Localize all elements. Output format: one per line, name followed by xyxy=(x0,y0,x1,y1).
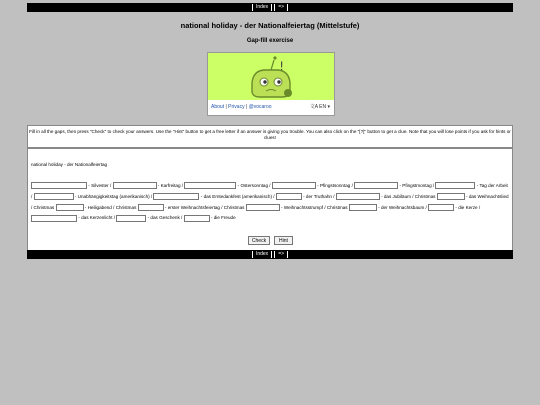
nav-index-link[interactable]: Index xyxy=(252,4,272,11)
gap-input-8[interactable] xyxy=(153,193,199,200)
gap-input-12[interactable] xyxy=(56,204,84,211)
page-title: national holiday - der Nationalfeiertag (Mittelstufe) xyxy=(180,21,360,30)
nav-index-link[interactable]: Index xyxy=(252,251,272,258)
language-label: EN xyxy=(319,104,327,110)
gap-input-7[interactable] xyxy=(34,193,74,200)
link-separator: | xyxy=(245,104,248,110)
gap-text: - Unabhängigkeitstag (amerikanisch) / xyxy=(73,193,154,199)
gap-text: - das Weihnachtslied / Christmas xyxy=(31,193,509,210)
svg-text:!: ! xyxy=(280,59,284,73)
gap-text: - das Kerzenlicht / xyxy=(77,215,117,221)
vocaroo-widget xyxy=(207,52,335,116)
gap-text: - das Jubiläum / Christmas xyxy=(379,193,437,199)
nav-next-link[interactable]: => xyxy=(274,4,288,11)
about-link[interactable]: About xyxy=(211,104,225,110)
vocaroo-link[interactable]: @vocaroo xyxy=(248,104,272,110)
gap-input-19[interactable] xyxy=(184,215,210,222)
exercise-title: national holiday - der Nationalfeiertag xyxy=(31,162,108,167)
robot-mascot-icon xyxy=(208,53,334,100)
gap-text: - Pfingstsonntag / xyxy=(315,183,355,188)
gap-input-3[interactable] xyxy=(184,182,236,189)
gap-text: - Karfreitag / xyxy=(156,183,185,188)
page-subtitle: Gap-fill exercise xyxy=(246,38,294,44)
gap-input-13[interactable] xyxy=(138,204,164,211)
privacy-link[interactable]: Privacy xyxy=(228,104,245,110)
bottom-navbar xyxy=(27,250,513,259)
chevron-down-icon: ▾ xyxy=(327,104,330,110)
gap-input-16[interactable] xyxy=(428,204,454,211)
gap-input-1[interactable] xyxy=(31,182,87,189)
gap-input-10[interactable] xyxy=(336,193,380,200)
hint-button[interactable]: Hint xyxy=(274,236,293,245)
gap-text: - der Weihnachtsbaum / xyxy=(376,204,429,210)
gap-text: - Weihnachtsstrumpf / Christmas xyxy=(279,204,349,210)
gap-input-11[interactable] xyxy=(437,193,465,200)
widget-footer xyxy=(208,100,334,115)
check-button[interactable]: Check xyxy=(248,236,270,245)
top-navbar xyxy=(27,3,513,12)
exercise-text xyxy=(31,181,510,224)
gap-input-18[interactable] xyxy=(116,215,146,222)
gap-text: - die Freude xyxy=(209,215,236,221)
gap-text: - Tag der Arbeit / xyxy=(31,183,508,199)
gap-input-14[interactable] xyxy=(246,204,280,211)
gap-input-17[interactable] xyxy=(31,215,77,222)
gap-text: - Silvester / xyxy=(87,183,113,188)
gap-input-9[interactable] xyxy=(276,193,302,200)
gap-text: - das Erntedankfest (amerikanisch) / xyxy=(199,193,276,199)
exercise-box xyxy=(27,148,513,251)
instructions-text: Fill in all the gaps, then press "Check" to check your answers. Use the "Hint" button to get a free letter if an answer is giving you trouble. You can also click on the "[?]" button to get a clue. Note that you will lose points if you ask for hints or clues! xyxy=(29,129,511,140)
gap-input-15[interactable] xyxy=(349,204,377,211)
gap-text: - Pfingstmontag / xyxy=(398,183,436,188)
gap-input-4[interactable] xyxy=(272,182,316,189)
nav-next-link[interactable]: => xyxy=(274,251,288,258)
gap-text: - Ostersonntag / xyxy=(236,183,272,188)
gap-input-6[interactable] xyxy=(435,182,475,189)
translate-icon: 文A xyxy=(309,104,318,110)
gap-text: - der Truthahn / xyxy=(301,193,336,199)
link-separator: | xyxy=(225,104,227,110)
gap-input-5[interactable] xyxy=(354,182,398,189)
gap-text: - Heiligabend / Christmas xyxy=(83,204,138,210)
instructions-box xyxy=(27,125,513,148)
gap-text: - die Kerze / xyxy=(454,204,481,210)
language-selector[interactable] xyxy=(310,100,330,115)
gap-text: - das Geschenk / xyxy=(146,215,184,221)
gap-text: - erster Weihnachtsfeiertag / Christmas xyxy=(163,204,246,210)
gap-input-2[interactable] xyxy=(113,182,157,189)
